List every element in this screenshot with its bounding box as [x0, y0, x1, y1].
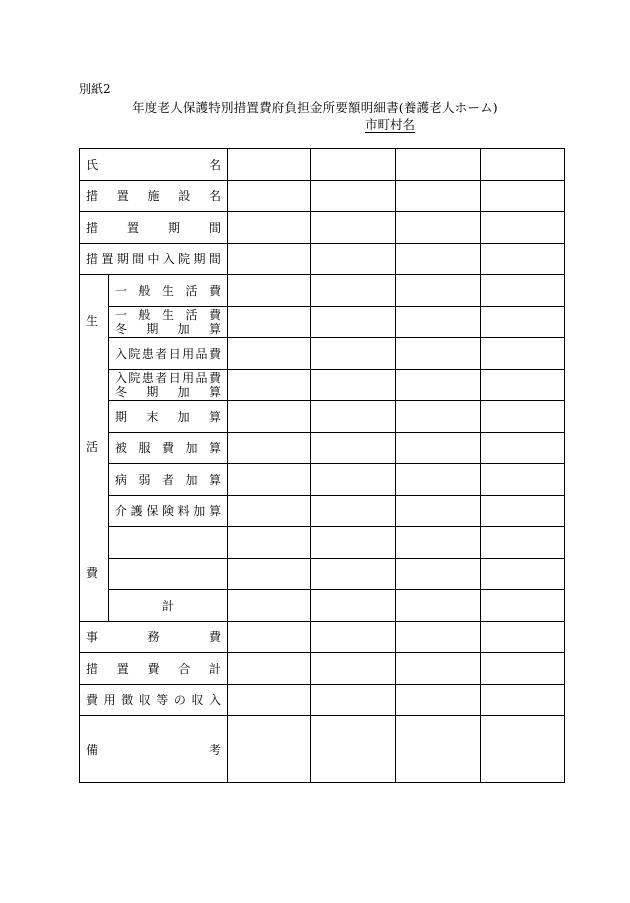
value-cell[interactable] — [396, 180, 481, 212]
living-item-label — [109, 338, 228, 370]
label-char: 期 — [146, 321, 159, 336]
label-char: 務 — [147, 630, 160, 645]
label-char: 置 — [116, 661, 129, 676]
label-text — [115, 439, 221, 456]
value-cell[interactable] — [228, 558, 311, 590]
label-text — [115, 471, 221, 488]
value-cell[interactable] — [481, 180, 565, 212]
label-char: 般 — [138, 283, 151, 298]
label-left: 備 — [86, 742, 99, 757]
label-char: 病 — [115, 472, 128, 487]
label-char: 措 — [86, 189, 99, 204]
label-char: 期 — [167, 220, 180, 235]
label-char: 間 — [208, 252, 221, 267]
label-char: 般 — [138, 307, 151, 322]
value-cell[interactable] — [311, 590, 396, 622]
label-char: 日 — [168, 370, 181, 385]
label-char: 者 — [161, 472, 174, 487]
label-char: 料 — [177, 504, 190, 519]
living-item-label — [109, 432, 228, 464]
value-cell[interactable] — [396, 369, 481, 401]
label-char: 費 — [86, 693, 99, 708]
label-char: 介 — [115, 504, 128, 519]
label-char: 合 — [178, 661, 191, 676]
value-cell[interactable] — [228, 621, 311, 653]
value-cell[interactable] — [311, 527, 396, 559]
table-body — [80, 149, 565, 783]
table-row — [80, 180, 565, 212]
value-cell[interactable] — [396, 716, 481, 783]
value-cell[interactable] — [481, 212, 565, 244]
label-line — [115, 371, 221, 385]
value-cell[interactable] — [396, 243, 481, 275]
label-char: 算 — [208, 472, 221, 487]
label-text — [86, 628, 221, 645]
value-cell[interactable] — [228, 590, 311, 622]
label-char: 冬 — [115, 384, 128, 399]
value-cell[interactable] — [481, 149, 565, 181]
value-cell[interactable] — [311, 621, 396, 653]
value-cell[interactable] — [481, 558, 565, 590]
label-char: 費 — [208, 346, 221, 361]
value-cell[interactable] — [228, 243, 311, 275]
living-item-label — [109, 306, 228, 338]
value-cell[interactable] — [311, 243, 396, 275]
value-cell[interactable] — [228, 338, 311, 370]
label-char: 算 — [208, 504, 221, 519]
value-cell[interactable] — [396, 212, 481, 244]
living-item-label — [109, 275, 228, 307]
table-row — [80, 464, 565, 496]
label-char: 費 — [208, 307, 221, 322]
label-char: 用 — [182, 346, 195, 361]
label-char: 間 — [132, 252, 145, 267]
value-cell[interactable] — [396, 401, 481, 433]
value-cell[interactable] — [481, 306, 565, 338]
side-char: 費 — [86, 566, 99, 580]
living-item-label — [109, 401, 228, 433]
label-char: 間 — [208, 220, 221, 235]
value-cell[interactable] — [481, 432, 565, 464]
value-cell[interactable] — [396, 621, 481, 653]
living-item-label — [109, 495, 228, 527]
table-row — [80, 401, 565, 433]
label-char: 者 — [155, 370, 168, 385]
label-char: 加 — [177, 384, 190, 399]
row-label — [80, 684, 228, 716]
label-char: 算 — [208, 384, 221, 399]
label-char: 用 — [103, 693, 116, 708]
value-cell[interactable] — [396, 338, 481, 370]
value-cell[interactable] — [311, 558, 396, 590]
table-row — [80, 716, 565, 783]
value-cell[interactable] — [396, 527, 481, 559]
side-char: 生 — [86, 314, 99, 328]
living-item-label — [109, 558, 228, 590]
row-label — [80, 653, 228, 685]
value-cell[interactable] — [396, 558, 481, 590]
value-cell[interactable] — [228, 369, 311, 401]
municipality-label: 市町村名 — [365, 117, 416, 132]
value-cell[interactable] — [311, 653, 396, 685]
table-row — [80, 275, 565, 307]
label-char: 服 — [138, 441, 151, 456]
label-char: 費 — [208, 370, 221, 385]
label-char: 算 — [208, 441, 221, 456]
label-char: の — [173, 693, 186, 708]
table-row — [80, 212, 565, 244]
living-item-label — [109, 527, 228, 559]
label-char: 措 — [86, 220, 99, 235]
label-char: 費 — [208, 283, 221, 298]
row-label — [80, 149, 228, 181]
table-row — [80, 369, 565, 401]
label-text — [86, 219, 221, 236]
label-char: 冬 — [115, 321, 128, 336]
label-char: 措 — [86, 661, 99, 676]
label-char: 入 — [115, 346, 128, 361]
value-cell[interactable] — [311, 401, 396, 433]
value-cell[interactable] — [228, 401, 311, 433]
label-char: 一 — [115, 307, 128, 322]
label-char: 保 — [146, 504, 159, 519]
table-row — [80, 306, 565, 338]
label-char: 加 — [193, 504, 206, 519]
value-cell[interactable] — [228, 180, 311, 212]
label-char: 院 — [128, 370, 141, 385]
label-char: 措 — [86, 252, 99, 267]
label-line — [115, 322, 221, 336]
side-char: 活 — [86, 440, 99, 454]
label-text — [86, 250, 221, 267]
value-cell[interactable] — [481, 243, 565, 275]
value-cell[interactable] — [311, 464, 396, 496]
table-row — [80, 338, 565, 370]
row-label — [80, 180, 228, 212]
row-label — [80, 243, 228, 275]
label-line — [115, 308, 221, 322]
document-title: 年度老人保護特別措置費府負担金所要額明細書(養護老人ホーム) — [132, 100, 498, 115]
value-cell[interactable] — [481, 401, 565, 433]
value-cell[interactable] — [311, 495, 396, 527]
label-char: 生 — [161, 307, 174, 322]
value-cell[interactable] — [481, 621, 565, 653]
label-char: 弱 — [138, 472, 151, 487]
label-char: 置 — [116, 189, 129, 204]
label-char: 活 — [185, 307, 198, 322]
label-text — [115, 502, 221, 519]
value-cell[interactable] — [481, 464, 565, 496]
label-char: 期 — [116, 252, 129, 267]
total-label: 計 — [161, 598, 174, 613]
value-cell[interactable] — [396, 306, 481, 338]
value-cell[interactable] — [481, 716, 565, 783]
value-cell[interactable] — [228, 495, 311, 527]
value-cell[interactable] — [311, 369, 396, 401]
table-row — [80, 432, 565, 464]
label-char: 中 — [147, 252, 160, 267]
label-char: 入 — [208, 693, 221, 708]
label-char: 加 — [185, 472, 198, 487]
table-row — [80, 527, 565, 559]
label-char: 用 — [182, 370, 195, 385]
label-text — [86, 187, 221, 204]
label-text — [115, 282, 221, 299]
value-cell[interactable] — [481, 495, 565, 527]
label-char: 施 — [147, 189, 160, 204]
label-char: 入 — [115, 370, 128, 385]
value-cell[interactable] — [396, 653, 481, 685]
value-cell[interactable] — [396, 495, 481, 527]
value-cell[interactable] — [228, 149, 311, 181]
value-cell[interactable] — [311, 306, 396, 338]
label-char: 収 — [138, 693, 151, 708]
value-cell[interactable] — [481, 684, 565, 716]
table-row — [80, 684, 565, 716]
label-char: 費 — [208, 630, 221, 645]
label-char: 日 — [168, 346, 181, 361]
label-line — [115, 385, 221, 399]
label-left: 氏 — [86, 157, 99, 172]
label-char: 算 — [208, 321, 221, 336]
value-cell[interactable] — [311, 275, 396, 307]
value-cell[interactable] — [228, 653, 311, 685]
table-row — [80, 653, 565, 685]
living-expense-side-label — [80, 275, 109, 622]
value-cell[interactable] — [396, 275, 481, 307]
label-char: 護 — [130, 504, 143, 519]
value-cell[interactable] — [396, 432, 481, 464]
value-cell[interactable] — [228, 684, 311, 716]
label-right: 名 — [208, 157, 221, 172]
label-text — [115, 408, 221, 425]
row-label — [80, 212, 228, 244]
label-char: 期 — [115, 409, 128, 424]
value-cell[interactable] — [228, 432, 311, 464]
label-char: 一 — [115, 283, 128, 298]
label-char: 患 — [141, 370, 154, 385]
label-char: 収 — [191, 693, 204, 708]
label-right: 考 — [208, 742, 221, 757]
row-label — [80, 716, 228, 783]
label-char: 名 — [208, 189, 221, 204]
value-cell[interactable] — [481, 590, 565, 622]
table-row — [80, 621, 565, 653]
label-text — [86, 691, 221, 708]
label-char: 事 — [86, 630, 99, 645]
value-cell[interactable] — [481, 369, 565, 401]
label-char: 等 — [156, 693, 169, 708]
label-char: 品 — [195, 346, 208, 361]
table-row — [80, 149, 565, 181]
label-char: 設 — [178, 189, 191, 204]
label-char: 加 — [185, 441, 198, 456]
label-char: 活 — [185, 283, 198, 298]
value-cell[interactable] — [228, 275, 311, 307]
label-char: 加 — [177, 409, 190, 424]
value-cell[interactable] — [311, 180, 396, 212]
label-char: 患 — [141, 346, 154, 361]
value-cell[interactable] — [311, 684, 396, 716]
label-char: 院 — [178, 252, 191, 267]
table-row — [80, 558, 565, 590]
value-cell[interactable] — [311, 716, 396, 783]
table-row — [80, 590, 565, 622]
label-char: 費 — [161, 441, 174, 456]
living-item-label — [109, 369, 228, 401]
value-cell[interactable] — [311, 338, 396, 370]
value-cell[interactable] — [228, 306, 311, 338]
value-cell[interactable] — [228, 527, 311, 559]
expense-detail-table — [79, 148, 565, 783]
row-label — [80, 621, 228, 653]
value-cell[interactable] — [481, 653, 565, 685]
value-cell[interactable] — [396, 464, 481, 496]
table-row — [80, 495, 565, 527]
label-char: 加 — [177, 321, 190, 336]
label-text — [115, 345, 221, 362]
label-char: 置 — [101, 252, 114, 267]
value-cell[interactable] — [228, 464, 311, 496]
value-cell[interactable] — [481, 527, 565, 559]
value-cell[interactable] — [311, 212, 396, 244]
appendix-label: 別紙2 — [79, 82, 111, 96]
value-cell[interactable] — [228, 716, 311, 783]
value-cell[interactable] — [311, 432, 396, 464]
value-cell[interactable] — [396, 590, 481, 622]
label-char: 期 — [146, 384, 159, 399]
label-char: 品 — [195, 370, 208, 385]
label-char: 院 — [128, 346, 141, 361]
value-cell[interactable] — [481, 275, 565, 307]
value-cell[interactable] — [396, 149, 481, 181]
value-cell[interactable] — [311, 149, 396, 181]
value-cell[interactable] — [481, 338, 565, 370]
value-cell[interactable] — [396, 684, 481, 716]
label-char: 計 — [208, 661, 221, 676]
living-item-label — [109, 590, 228, 622]
label-char: 算 — [208, 409, 221, 424]
label-char: 末 — [146, 409, 159, 424]
label-char: 期 — [193, 252, 206, 267]
label-char: 被 — [115, 441, 128, 456]
label-char: 徴 — [121, 693, 134, 708]
living-item-label — [109, 464, 228, 496]
label-char: 生 — [161, 283, 174, 298]
label-char: 者 — [155, 346, 168, 361]
table-row — [80, 243, 565, 275]
label-char: 置 — [126, 220, 139, 235]
label-char: 費 — [147, 661, 160, 676]
label-char: 険 — [161, 504, 174, 519]
value-cell[interactable] — [228, 212, 311, 244]
label-text — [86, 660, 221, 677]
label-char: 入 — [162, 252, 175, 267]
